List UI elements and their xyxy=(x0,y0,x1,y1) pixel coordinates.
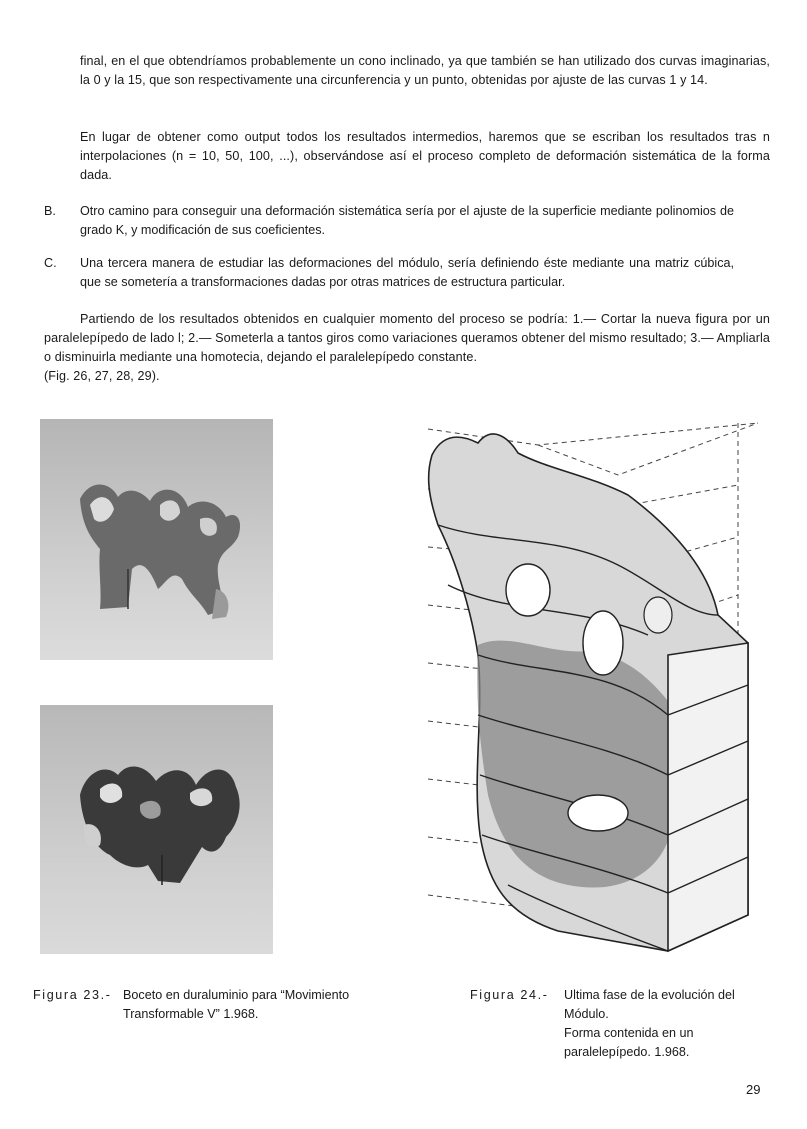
list-item-c xyxy=(44,254,734,294)
caption-24-line2: Forma contenida en un paralelepípedo. 1.968. xyxy=(564,1026,694,1059)
paragraph-process: Partiendo de los resultados obtenidos en cualquier momento del proceso se podría: 1.— Cortar la nueva figura por un paralelepípedo de lado l; 2.— Someterla a tantos giros como variaciones queramos obtener del mismo resultado; 3.— Ampliarla o disminuirla mediante una homotecia, dejando el paralelepípedo constante. xyxy=(44,312,770,364)
paragraph-continuation: final, en el que obtendríamos probablemente un cono inclinado, ya que también se han utilizado dos curvas imaginarias, la 0 y la 15, que son respectivamente una circunferencia y un punto, obtenidas por ajuste de las curvas 1 y 14. xyxy=(80,54,770,87)
paragraph-output: En lugar de obtener como output todos los resultados intermedios, haremos que se escriban los resultados tras n interpolaciones (n = 10, 50, 100, ...), observándose así el proceso completo de deformación sistemática de la forma dada. xyxy=(80,130,770,182)
list-item-b xyxy=(44,202,734,242)
list-marker-c: C. xyxy=(44,256,57,270)
caption-24-text xyxy=(564,986,772,1062)
figure-reference: (Fig. 26, 27, 28, 29). xyxy=(44,369,160,383)
figure-23-photo-top xyxy=(40,419,273,660)
page-number: 29 xyxy=(746,1082,761,1097)
caption-figure-24 xyxy=(470,986,775,1066)
list-text-c: Una tercera manera de estudiar las deformaciones del módulo, sería definiendo éste mediante una matriz cúbica, que se sometería a transformaciones dadas por otras matrices de estructura particular. xyxy=(80,256,734,289)
caption-figure-23 xyxy=(33,986,353,1046)
caption-23-label: Figura 23.- xyxy=(33,988,112,1002)
figure-24-drawing xyxy=(418,415,773,965)
list-marker-b: B. xyxy=(44,204,56,218)
figure-23-photo-bottom xyxy=(40,705,273,954)
caption-24-line1: Ultima fase de la evolución del Módulo. xyxy=(564,988,735,1021)
list-text-b: Otro camino para conseguir una deformación sistemática sería por el ajuste de la superficie mediante polinomios de grado K, y modificación de sus coeficientes. xyxy=(80,204,734,237)
caption-23-text: Boceto en duraluminio para “Movimiento Transformable V” 1.968. xyxy=(123,988,350,1021)
caption-24-label: Figura 24.- xyxy=(470,988,549,1002)
